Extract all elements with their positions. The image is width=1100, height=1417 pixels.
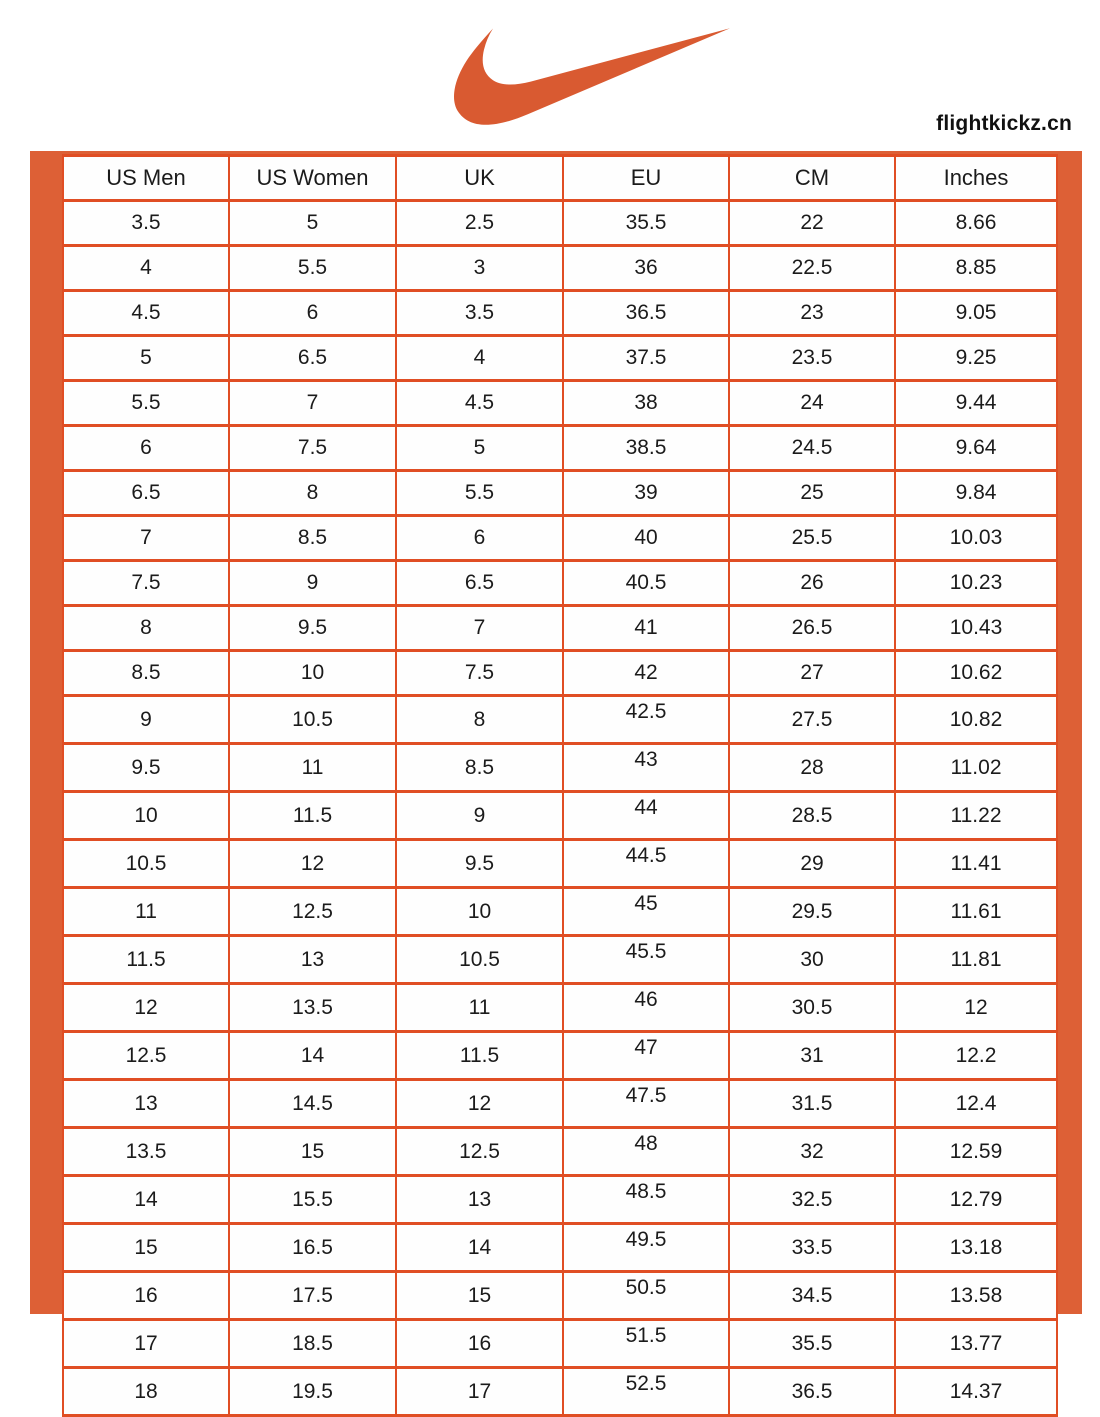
cell-cm: 26 <box>729 561 895 606</box>
cell-uk: 11.5 <box>396 1032 563 1080</box>
table-row <box>63 792 1057 840</box>
cell-us-men: 15 <box>63 1224 229 1272</box>
cell-us-men: 17 <box>63 1320 229 1368</box>
table-row <box>63 471 1057 516</box>
table-row <box>63 1368 1057 1416</box>
cell-inches: 12 <box>895 984 1057 1032</box>
cell-us-women: 14.5 <box>229 1080 396 1128</box>
watermark-text: flightkickz.cn <box>936 112 1072 135</box>
cell-us-women: 8.5 <box>229 516 396 561</box>
size-table-head <box>63 156 1057 201</box>
cell-inches: 13.77 <box>895 1320 1057 1368</box>
cell-us-men: 14 <box>63 1176 229 1224</box>
cell-uk: 11 <box>396 984 563 1032</box>
table-row <box>63 696 1057 744</box>
cell-eu: 37.5 <box>563 336 729 381</box>
cell-us-men: 9 <box>63 696 229 744</box>
cell-uk: 8.5 <box>396 744 563 792</box>
cell-inches: 11.61 <box>895 888 1057 936</box>
cell-inches: 8.66 <box>895 201 1057 246</box>
cell-us-women: 11.5 <box>229 792 396 840</box>
cell-us-men: 3.5 <box>63 201 229 246</box>
cell-inches: 9.05 <box>895 291 1057 336</box>
table-row <box>63 744 1057 792</box>
cell-us-men: 5.5 <box>63 381 229 426</box>
cell-eu: 39 <box>563 471 729 516</box>
size-table-body <box>63 201 1057 1416</box>
cell-eu: 48 <box>563 1128 729 1176</box>
cell-inches: 12.4 <box>895 1080 1057 1128</box>
cell-us-men: 4 <box>63 246 229 291</box>
column-header-cm: CM <box>729 156 895 201</box>
cell-uk: 6.5 <box>396 561 563 606</box>
cell-cm: 27 <box>729 651 895 696</box>
cell-us-men: 6.5 <box>63 471 229 516</box>
cell-inches: 11.02 <box>895 744 1057 792</box>
cell-uk: 10 <box>396 888 563 936</box>
cell-cm: 26.5 <box>729 606 895 651</box>
cell-inches: 12.59 <box>895 1128 1057 1176</box>
table-row <box>63 1176 1057 1224</box>
cell-eu: 36 <box>563 246 729 291</box>
cell-cm: 34.5 <box>729 1272 895 1320</box>
cell-us-men: 5 <box>63 336 229 381</box>
table-row <box>63 1320 1057 1368</box>
cell-eu: 36.5 <box>563 291 729 336</box>
cell-us-men: 7.5 <box>63 561 229 606</box>
cell-us-men: 13.5 <box>63 1128 229 1176</box>
cell-inches: 8.85 <box>895 246 1057 291</box>
cell-inches: 9.25 <box>895 336 1057 381</box>
cell-eu: 48.5 <box>563 1176 729 1224</box>
cell-eu: 47.5 <box>563 1080 729 1128</box>
cell-uk: 14 <box>396 1224 563 1272</box>
cell-us-women: 16.5 <box>229 1224 396 1272</box>
cell-eu: 45.5 <box>563 936 729 984</box>
table-row <box>63 1272 1057 1320</box>
table-row <box>63 606 1057 651</box>
cell-eu: 47 <box>563 1032 729 1080</box>
cell-us-women: 12 <box>229 840 396 888</box>
cell-eu: 52.5 <box>563 1368 729 1416</box>
cell-inches: 11.22 <box>895 792 1057 840</box>
column-header-eu: EU <box>563 156 729 201</box>
table-row <box>63 1128 1057 1176</box>
cell-cm: 32 <box>729 1128 895 1176</box>
cell-us-women: 17.5 <box>229 1272 396 1320</box>
cell-inches: 9.44 <box>895 381 1057 426</box>
cell-us-women: 10 <box>229 651 396 696</box>
cell-uk: 5 <box>396 426 563 471</box>
cell-inches: 10.23 <box>895 561 1057 606</box>
cell-us-women: 9.5 <box>229 606 396 651</box>
cell-uk: 5.5 <box>396 471 563 516</box>
size-chart-cells <box>62 154 1056 1403</box>
cell-inches: 10.62 <box>895 651 1057 696</box>
cell-inches: 11.81 <box>895 936 1057 984</box>
cell-us-men: 10.5 <box>63 840 229 888</box>
cell-us-women: 19.5 <box>229 1368 396 1416</box>
header-row <box>63 156 1057 201</box>
cell-eu: 44 <box>563 792 729 840</box>
cell-uk: 15 <box>396 1272 563 1320</box>
table-row <box>63 336 1057 381</box>
cell-us-women: 11 <box>229 744 396 792</box>
size-table <box>62 154 1058 1417</box>
cell-inches: 9.84 <box>895 471 1057 516</box>
table-row <box>63 1032 1057 1080</box>
cell-cm: 27.5 <box>729 696 895 744</box>
cell-cm: 29 <box>729 840 895 888</box>
cell-uk: 4 <box>396 336 563 381</box>
cell-us-women: 9 <box>229 561 396 606</box>
cell-uk: 9 <box>396 792 563 840</box>
cell-cm: 31 <box>729 1032 895 1080</box>
cell-cm: 29.5 <box>729 888 895 936</box>
cell-cm: 24.5 <box>729 426 895 471</box>
cell-inches: 10.82 <box>895 696 1057 744</box>
cell-uk: 7 <box>396 606 563 651</box>
cell-eu: 45 <box>563 888 729 936</box>
cell-uk: 8 <box>396 696 563 744</box>
cell-cm: 25 <box>729 471 895 516</box>
cell-us-men: 12.5 <box>63 1032 229 1080</box>
cell-inches: 12.79 <box>895 1176 1057 1224</box>
cell-uk: 17 <box>396 1368 563 1416</box>
cell-us-women: 12.5 <box>229 888 396 936</box>
cell-inches: 13.18 <box>895 1224 1057 1272</box>
cell-us-women: 13 <box>229 936 396 984</box>
cell-us-women: 7.5 <box>229 426 396 471</box>
cell-uk: 7.5 <box>396 651 563 696</box>
cell-us-men: 10 <box>63 792 229 840</box>
table-row <box>63 381 1057 426</box>
cell-eu: 42 <box>563 651 729 696</box>
nike-swoosh-icon <box>454 27 730 126</box>
cell-us-men: 13 <box>63 1080 229 1128</box>
table-row <box>63 516 1057 561</box>
cell-inches: 10.43 <box>895 606 1057 651</box>
table-row <box>63 984 1057 1032</box>
cell-eu: 49.5 <box>563 1224 729 1272</box>
cell-us-women: 15 <box>229 1128 396 1176</box>
cell-cm: 28.5 <box>729 792 895 840</box>
cell-cm: 22 <box>729 201 895 246</box>
cell-us-men: 11 <box>63 888 229 936</box>
cell-cm: 30.5 <box>729 984 895 1032</box>
cell-us-women: 5.5 <box>229 246 396 291</box>
cell-us-women: 6.5 <box>229 336 396 381</box>
table-row <box>63 888 1057 936</box>
cell-uk: 12 <box>396 1080 563 1128</box>
cell-us-men: 4.5 <box>63 291 229 336</box>
cell-cm: 33.5 <box>729 1224 895 1272</box>
cell-us-women: 13.5 <box>229 984 396 1032</box>
cell-cm: 31.5 <box>729 1080 895 1128</box>
cell-cm: 23 <box>729 291 895 336</box>
cell-cm: 35.5 <box>729 1320 895 1368</box>
column-header-uk: UK <box>396 156 563 201</box>
table-row <box>63 1224 1057 1272</box>
column-header-us-men: US Men <box>63 156 229 201</box>
cell-us-men: 6 <box>63 426 229 471</box>
cell-cm: 25.5 <box>729 516 895 561</box>
cell-us-women: 15.5 <box>229 1176 396 1224</box>
cell-cm: 23.5 <box>729 336 895 381</box>
cell-us-men: 11.5 <box>63 936 229 984</box>
cell-eu: 38.5 <box>563 426 729 471</box>
cell-uk: 12.5 <box>396 1128 563 1176</box>
table-row <box>63 561 1057 606</box>
cell-us-men: 18 <box>63 1368 229 1416</box>
cell-uk: 6 <box>396 516 563 561</box>
cell-us-women: 14 <box>229 1032 396 1080</box>
cell-us-women: 7 <box>229 381 396 426</box>
cell-us-men: 16 <box>63 1272 229 1320</box>
cell-us-women: 8 <box>229 471 396 516</box>
cell-uk: 4.5 <box>396 381 563 426</box>
cell-eu: 35.5 <box>563 201 729 246</box>
cell-cm: 28 <box>729 744 895 792</box>
column-header-inches: Inches <box>895 156 1057 201</box>
cell-us-women: 5 <box>229 201 396 246</box>
table-row <box>63 651 1057 696</box>
cell-eu: 40 <box>563 516 729 561</box>
table-row <box>63 291 1057 336</box>
cell-cm: 30 <box>729 936 895 984</box>
cell-eu: 41 <box>563 606 729 651</box>
cell-us-women: 18.5 <box>229 1320 396 1368</box>
cell-eu: 40.5 <box>563 561 729 606</box>
cell-inches: 11.41 <box>895 840 1057 888</box>
cell-uk: 2.5 <box>396 201 563 246</box>
table-row <box>63 201 1057 246</box>
cell-us-men: 8 <box>63 606 229 651</box>
cell-uk: 9.5 <box>396 840 563 888</box>
cell-eu: 42.5 <box>563 696 729 744</box>
cell-uk: 3.5 <box>396 291 563 336</box>
cell-us-women: 10.5 <box>229 696 396 744</box>
cell-eu: 46 <box>563 984 729 1032</box>
cell-us-women: 6 <box>229 291 396 336</box>
table-row <box>63 936 1057 984</box>
cell-cm: 36.5 <box>729 1368 895 1416</box>
cell-cm: 22.5 <box>729 246 895 291</box>
cell-uk: 13 <box>396 1176 563 1224</box>
cell-eu: 44.5 <box>563 840 729 888</box>
size-chart-frame <box>30 151 1082 1403</box>
cell-us-men: 9.5 <box>63 744 229 792</box>
cell-inches: 9.64 <box>895 426 1057 471</box>
column-header-us-women: US Women <box>229 156 396 201</box>
cell-eu: 43 <box>563 744 729 792</box>
cell-uk: 10.5 <box>396 936 563 984</box>
cell-inches: 13.58 <box>895 1272 1057 1320</box>
cell-us-men: 7 <box>63 516 229 561</box>
cell-inches: 14.37 <box>895 1368 1057 1416</box>
cell-us-men: 8.5 <box>63 651 229 696</box>
cell-inches: 10.03 <box>895 516 1057 561</box>
cell-us-men: 12 <box>63 984 229 1032</box>
table-row <box>63 246 1057 291</box>
cell-inches: 12.2 <box>895 1032 1057 1080</box>
table-row <box>63 840 1057 888</box>
table-row <box>63 426 1057 471</box>
table-row <box>63 1080 1057 1128</box>
cell-eu: 38 <box>563 381 729 426</box>
cell-uk: 16 <box>396 1320 563 1368</box>
cell-eu: 50.5 <box>563 1272 729 1320</box>
cell-cm: 24 <box>729 381 895 426</box>
cell-uk: 3 <box>396 246 563 291</box>
cell-eu: 51.5 <box>563 1320 729 1368</box>
cell-cm: 32.5 <box>729 1176 895 1224</box>
